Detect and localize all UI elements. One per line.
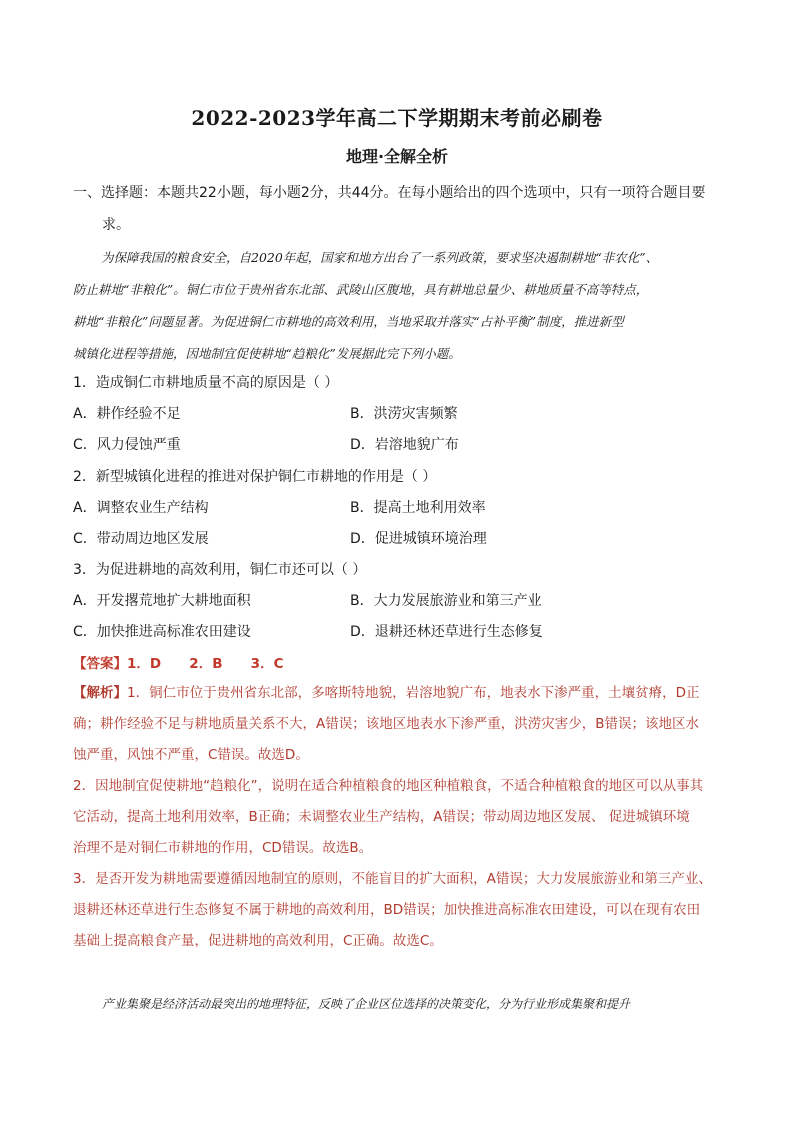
reading-passage [73,242,729,370]
question-3-option-a: A．开发撂荒地扩大耕地面积 [73,593,251,609]
question-2-stem: 2．新型城镇化进程的推进对保护铜仁市耕地的作用是（ ） [73,469,437,485]
question-1-option-a: A．耕作经验不足 [73,406,181,422]
question-3-option-c: C．加快推进高标准农田建设 [73,624,251,640]
question-2-option-b: B．提高土地利用效率 [350,500,486,516]
passage-line: 为保障我国的粮食安全，自2020年起，国家和地方出台了一系列政策，要求坚决遏制耕地“非农化”、 [101,250,659,265]
answer-key: 【答案】1．D 2．B 3．C [73,656,284,672]
question-3-option-d: D．退耕还林还草进行生态修复 [350,624,543,640]
question-2-option-a: A．调整农业生产结构 [73,500,209,516]
explanation-line: 它活动，提高土地利用效率，B正确；未调整农业生产结构，A错误；带动周边地区发展、 促进城镇环境 [73,809,690,825]
explanation-line: 基础上提高粮食产量，促进耕地的高效利用，C正确。故选C。 [73,933,443,949]
section-instructions-cont: 求。 [102,217,130,233]
section-instructions: 一、选择题：本题共22小题，每小题2分，共44分。在每小题给出的四个选项中，只有一项符合题目要 [73,185,706,201]
explanation-line: 2．因地制宜促使耕地“趋粮化”，说明在适合种植粮食的地区种植粮食，不适合种植粮食的地区可以从事其 [73,778,704,794]
question-1-option-c: C．风力侵蚀严重 [73,437,181,453]
passage-line: 耕地“非粮化”问题显著。为促进铜仁市耕地的高效利用，当地采取并落实“占补平衡”制度，推进新型 [73,314,624,329]
explanation-label: 【解析】 [73,685,127,701]
passage-line: 防止耕地“非粮化”。铜仁市位于贵州省东北部、武陵山区腹地，具有耕地总量少、耕地质量不高等特点， [73,282,649,297]
question-1-stem: 1．造成铜仁市耕地质量不高的原因是（ ） [73,375,339,391]
explanation-line: 治理不是对铜仁市耕地的作用，CD错误。故选B。 [73,840,373,856]
explanation-line: 确；耕作经验不足与耕地质量关系不大，A错误；该地区地表水下渗严重，洪涝灾害少，B错误；该地区水 [73,716,699,732]
question-3-option-b: B．大力发展旅游业和第三产业 [350,593,542,609]
question-2-option-d: D．促进城镇环境治理 [350,531,487,547]
explanation-line: 蚀严重，风蚀不严重，C错误。故选D。 [73,747,309,763]
question-3-stem: 3．为促进耕地的高效利用，铜仁市还可以（ ） [73,562,367,578]
passage-line: 城镇化进程等措施，因地制宜促使耕地“趋粮化”发展据此完下列小题。 [73,346,461,361]
page-subtitle: 地理·全解全析 [345,147,449,166]
question-1-option-b: B．洪涝灾害频繁 [350,406,458,422]
explanation-line: 1．铜仁市位于贵州省东北部，多喀斯特地貌，岩溶地貌广布，地表水下渗严重，土壤贫瘠，D正 [127,685,700,701]
question-2-option-c: C．带动周边地区发展 [73,531,209,547]
question-1-option-d: D．岩溶地貌广布 [350,437,459,453]
explanation [73,678,727,957]
explanation-line: 退耕还林还草进行生态修复不属于耕地的高效利用，BD错误；加快推进高标准农田建设，可以在现有农田 [73,902,701,918]
next-passage: 产业集聚是经济活动最突出的地理特征，反映了企业区位选择的决策变化，分为行业形成集聚和提升 [102,997,631,1011]
page-title: 2022-2023学年高二下学期期末考前必刷卷 [191,106,603,130]
explanation-line: 3．是否开发为耕地需要遵循因地制宜的原则，不能盲目的扩大面积，A错误；大力发展旅游业和第三产业、 [73,871,712,887]
